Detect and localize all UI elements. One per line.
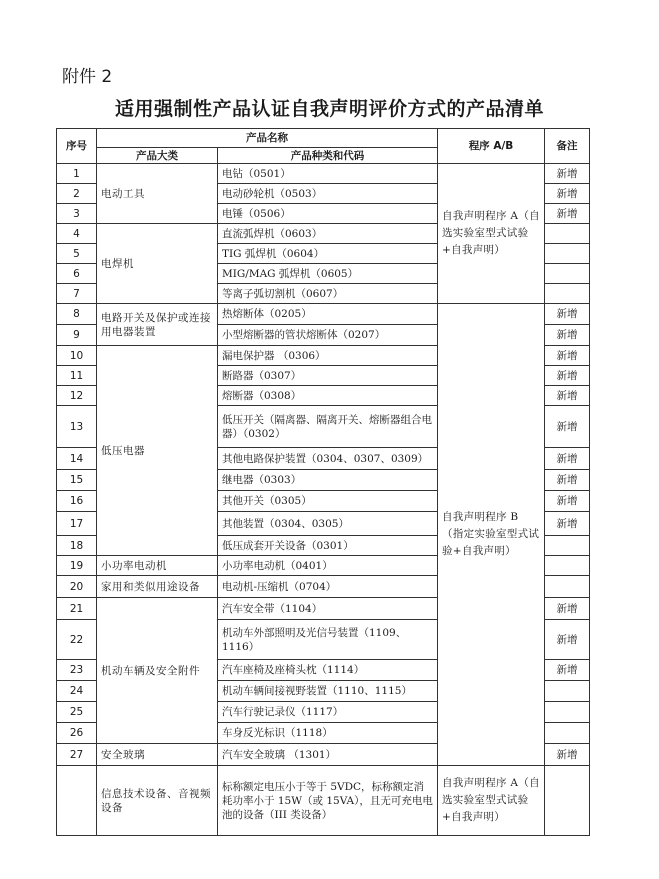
row-no: 25 [57,702,97,723]
row-no: 4 [57,224,97,244]
row-no: 8 [57,304,97,325]
header-note: 备注 [545,129,590,164]
row-no: 11 [57,366,97,386]
row-no: 19 [57,556,97,576]
category-cell: 低压电器 [97,346,218,556]
note-cell: 新增 [545,406,590,448]
note-cell [545,723,590,744]
note-cell: 新增 [545,346,590,366]
procedure-cell: 自我声明程序 A（自选实验室型式试验+自我声明） [438,766,545,836]
product-type: 漏电保护器 （0306） [218,346,438,366]
row-no: 16 [57,491,97,512]
category-cell: 家用和类似用途设备 [97,576,218,598]
note-cell: 新增 [545,448,590,470]
note-cell: 新增 [545,184,590,204]
row-no: 1 [57,164,97,184]
note-cell [545,284,590,304]
note-cell [545,766,590,836]
product-type: TIG 弧焊机（0604） [218,244,438,264]
note-cell: 新增 [545,304,590,325]
row-no [57,766,97,836]
row-no: 26 [57,723,97,744]
product-type: 断路器（0307） [218,366,438,386]
note-cell: 新增 [545,660,590,681]
row-no: 18 [57,536,97,556]
row-no: 17 [57,512,97,536]
note-cell: 新增 [545,366,590,386]
note-cell: 新增 [545,470,590,491]
note-cell: 新增 [545,620,590,660]
row-no: 14 [57,448,97,470]
row-no: 12 [57,386,97,406]
product-type: 等离子弧切割机（0607） [218,284,438,304]
product-type: MIG/MAG 弧焊机（0605） [218,264,438,284]
product-type: 低压开关（隔离器、隔离开关、熔断器组合电器）（0302） [218,406,438,448]
row-no: 7 [57,284,97,304]
category-cell: 信息技术设备、音视频设备 [97,766,218,836]
note-cell: 新增 [545,204,590,224]
note-cell: 新增 [545,325,590,346]
note-cell [545,681,590,702]
product-type: 汽车安全带（1104） [218,598,438,620]
row-no: 10 [57,346,97,366]
product-type: 标称额定电压小于等于 5VDC，标称额定消耗功率小于 15W（或 15VA），且无可充电电池的设备（III 类设备） [218,766,438,836]
note-cell [545,536,590,556]
category-cell: 机动车辆及安全附件 [97,598,218,744]
product-type: 热熔断体（0205） [218,304,438,325]
product-type: 熔断器（0308） [218,386,438,406]
product-type: 电钻（0501） [218,164,438,184]
note-cell [545,264,590,284]
row-no: 13 [57,406,97,448]
product-type: 小功率电动机（0401） [218,556,438,576]
header-type-code: 产品种类和代码 [218,148,438,164]
row-no: 2 [57,184,97,204]
product-type: 汽车安全玻璃 （1301） [218,744,438,766]
row-no: 9 [57,325,97,346]
row-no: 27 [57,744,97,766]
header-category: 产品大类 [97,148,218,164]
note-cell: 新增 [545,386,590,406]
row-no: 22 [57,620,97,660]
product-list-table [56,128,590,836]
note-cell [545,702,590,723]
product-type: 汽车行驶记录仪（1117） [218,702,438,723]
note-cell [545,556,590,576]
header-no: 序号 [57,129,97,164]
note-cell: 新增 [545,512,590,536]
row-no: 5 [57,244,97,264]
product-type: 继电器（0303） [218,470,438,491]
product-type: 机动车外部照明及光信号装置（1109、1116） [218,620,438,660]
product-type: 汽车座椅及座椅头枕（1114） [218,660,438,681]
product-type: 其他电路保护装置（0304、0307、0309） [218,448,438,470]
row-no: 20 [57,576,97,598]
product-type: 电动机-压缩机（0704） [218,576,438,598]
product-type: 机动车辆间接视野装置（1110、1115） [218,681,438,702]
row-no: 23 [57,660,97,681]
product-type: 小型熔断器的管状熔断体（0207） [218,325,438,346]
row-no: 21 [57,598,97,620]
note-cell [545,244,590,264]
product-type: 电锤（0506） [218,204,438,224]
row-no: 15 [57,470,97,491]
row-no: 6 [57,264,97,284]
product-type: 电动砂轮机（0503） [218,184,438,204]
row-no: 3 [57,204,97,224]
note-cell [545,576,590,598]
product-type: 直流弧焊机（0603） [218,224,438,244]
product-type: 低压成套开关设备（0301） [218,536,438,556]
procedure-cell: 自我声明程序 A（自选实验室型式试验+自我声明） [438,164,545,304]
category-cell: 电焊机 [97,224,218,304]
attachment-label: 附件 2 [62,67,113,87]
note-cell: 新增 [545,744,590,766]
note-cell: 新增 [545,598,590,620]
product-type: 车身反光标识（1118） [218,723,438,744]
category-cell: 电路开关及保护或连接用电器装置 [97,304,218,346]
category-cell: 小功率电动机 [97,556,218,576]
header-procedure: 程序 A/B [438,129,545,164]
header-product-name: 产品名称 [97,129,438,148]
note-cell: 新增 [545,491,590,512]
procedure-cell: 自我声明程序 B（指定实验室型式试验+自我声明） [438,304,545,766]
category-cell: 电动工具 [97,164,218,224]
product-type: 其他开关（0305） [218,491,438,512]
product-type: 其他装置（0304、0305） [218,512,438,536]
note-cell: 新增 [545,164,590,184]
page-title: 适用强制性产品认证自我声明评价方式的产品清单 [114,98,544,120]
note-cell [545,224,590,244]
row-no: 24 [57,681,97,702]
category-cell: 安全玻璃 [97,744,218,766]
